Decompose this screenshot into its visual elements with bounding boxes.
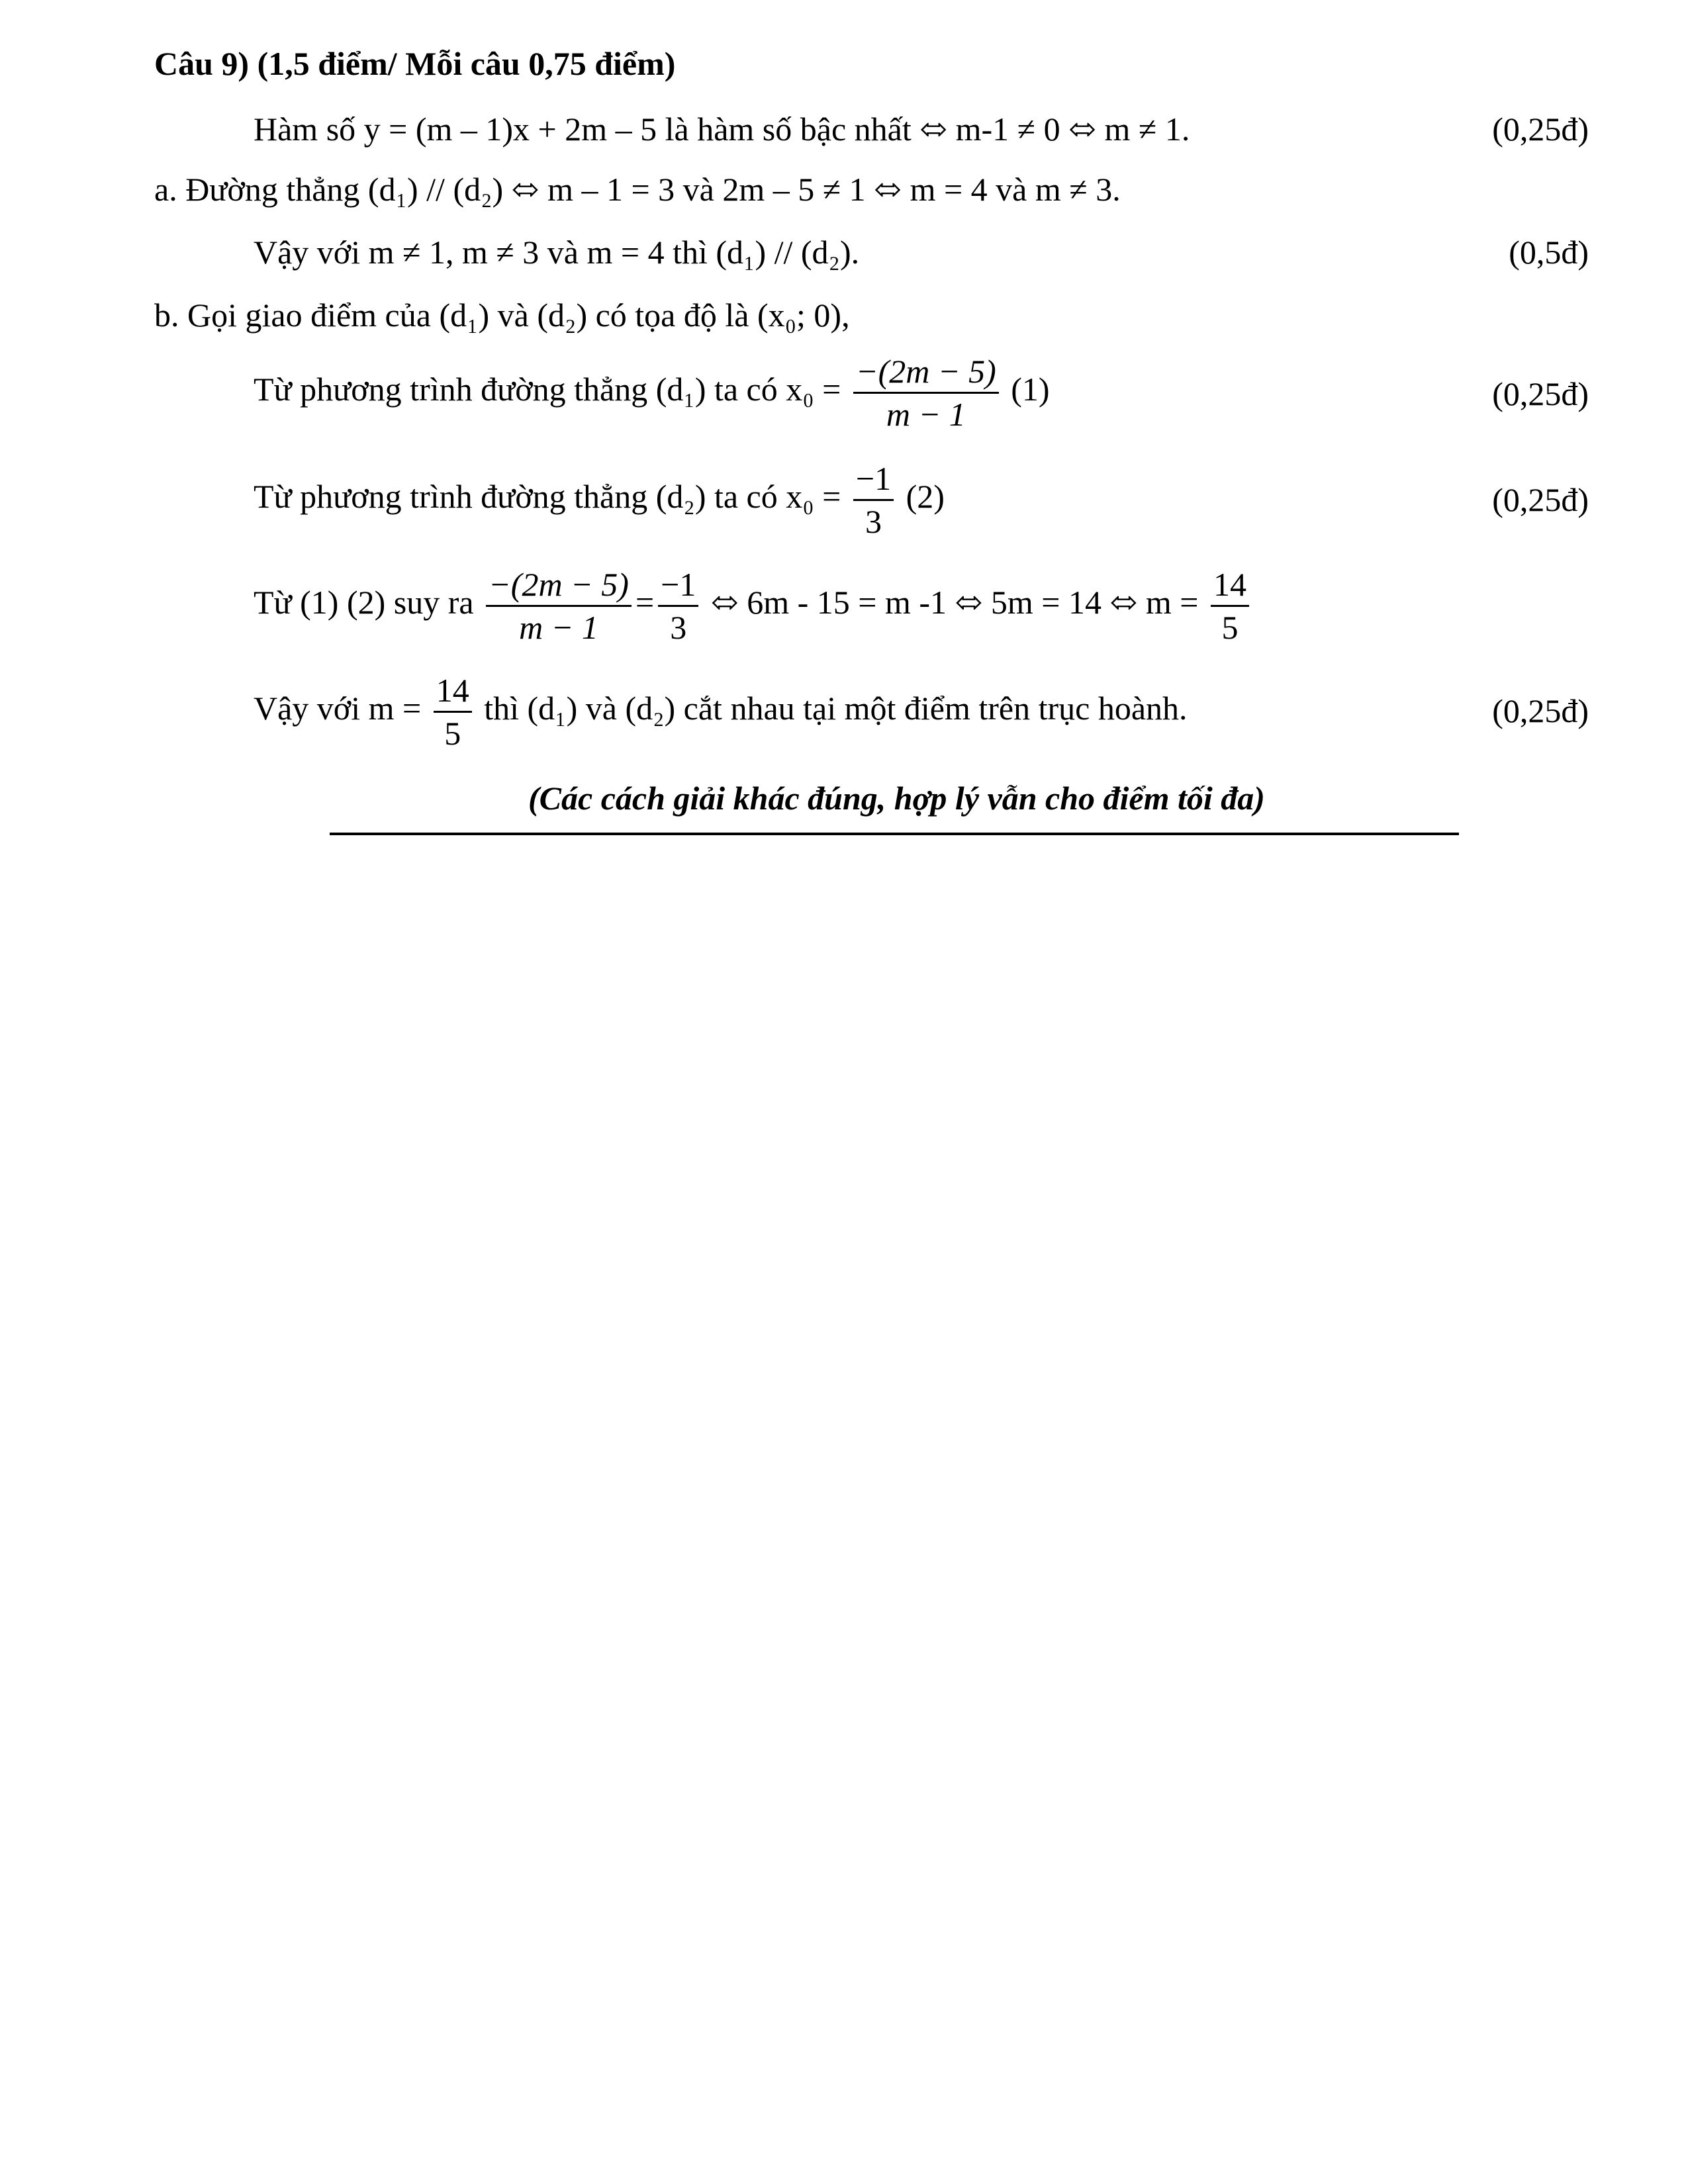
fraction-numerator: −(2m − 5) [486, 564, 632, 607]
footer-note: (Các cách giải khác đúng, hợp lý vẫn cho điểm tối đa) [528, 780, 1265, 817]
fraction-numerator: −(2m − 5) [853, 351, 999, 394]
equation-2-fraction [853, 458, 894, 542]
equation-1-prefix: Từ phương trình đường thẳng (d₁) ta có x₀ = [254, 370, 841, 408]
intro-line: Hàm số y = (m – 1)x + 2m – 5 là hàm số bậc nhất ⬄ m-1 ≠ 0 ⬄ m ≠ 1. [254, 111, 1190, 148]
equation-3-prefix: Từ (1) (2) suy ra [254, 583, 474, 621]
equation-3-middle: ⬄ 6m - 15 = m -1 ⬄ 5m = 14 ⬄ m = [710, 583, 1199, 621]
conclusion-line [254, 670, 1188, 754]
equation-1-suffix: (1) [1011, 370, 1050, 408]
conclusion-score: (0,25đ) [1492, 692, 1589, 729]
equation-3-fraction-right [658, 564, 698, 648]
fraction-numerator: −1 [658, 564, 698, 607]
part-a-line1: a. Đường thẳng (d₁) // (d₂) ⬄ m – 1 = 3 và 2m – 5 ≠ 1 ⬄ m = 4 và m ≠ 3. [154, 171, 1121, 208]
equation-3-fraction-left [486, 564, 632, 648]
fraction-denominator: 5 [1221, 609, 1239, 646]
part-a-line2: Vậy với m ≠ 1, m ≠ 3 và m = 4 thì (d₁) // (d₂). [254, 234, 860, 271]
fraction-denominator: m − 1 [519, 609, 598, 646]
fraction-denominator: 3 [670, 609, 687, 646]
intro-score: (0,25đ) [1492, 111, 1589, 148]
conclusion-suffix: thì (d₁) và (d₂) cắt nhau tại một điểm trên trục hoành. [484, 689, 1188, 727]
equation-1-fraction [853, 351, 999, 435]
fraction-numerator: 14 [1211, 564, 1249, 607]
equation-1 [254, 351, 1050, 435]
fraction-numerator: 14 [434, 670, 472, 713]
equals-sign: = [635, 583, 655, 621]
conclusion-fraction [434, 670, 472, 754]
question-heading: Câu 9) (1,5 điểm/ Mỗi câu 0,75 điểm) [154, 45, 676, 82]
equation-2-score: (0,25đ) [1492, 481, 1589, 518]
equation-2-prefix: Từ phương trình đường thẳng (d₂) ta có x₀ = [254, 477, 841, 515]
equation-3 [254, 564, 1253, 648]
part-a-score: (0,5đ) [1509, 234, 1589, 271]
equation-2 [254, 458, 945, 542]
fraction-numerator: −1 [853, 458, 894, 501]
equation-1-score: (0,25đ) [1492, 375, 1589, 412]
fraction-denominator: 5 [444, 715, 461, 752]
equation-2-suffix: (2) [906, 477, 945, 515]
fraction-denominator: 3 [865, 503, 882, 540]
conclusion-prefix: Vậy với m = [254, 689, 422, 727]
equation-3-fraction-result [1211, 564, 1249, 648]
fraction-denominator: m − 1 [886, 396, 966, 433]
part-b-line1: b. Gọi giao điểm của (d₁) và (d₂) có tọa độ là (x₀; 0), [154, 296, 850, 334]
divider-line [330, 833, 1459, 835]
